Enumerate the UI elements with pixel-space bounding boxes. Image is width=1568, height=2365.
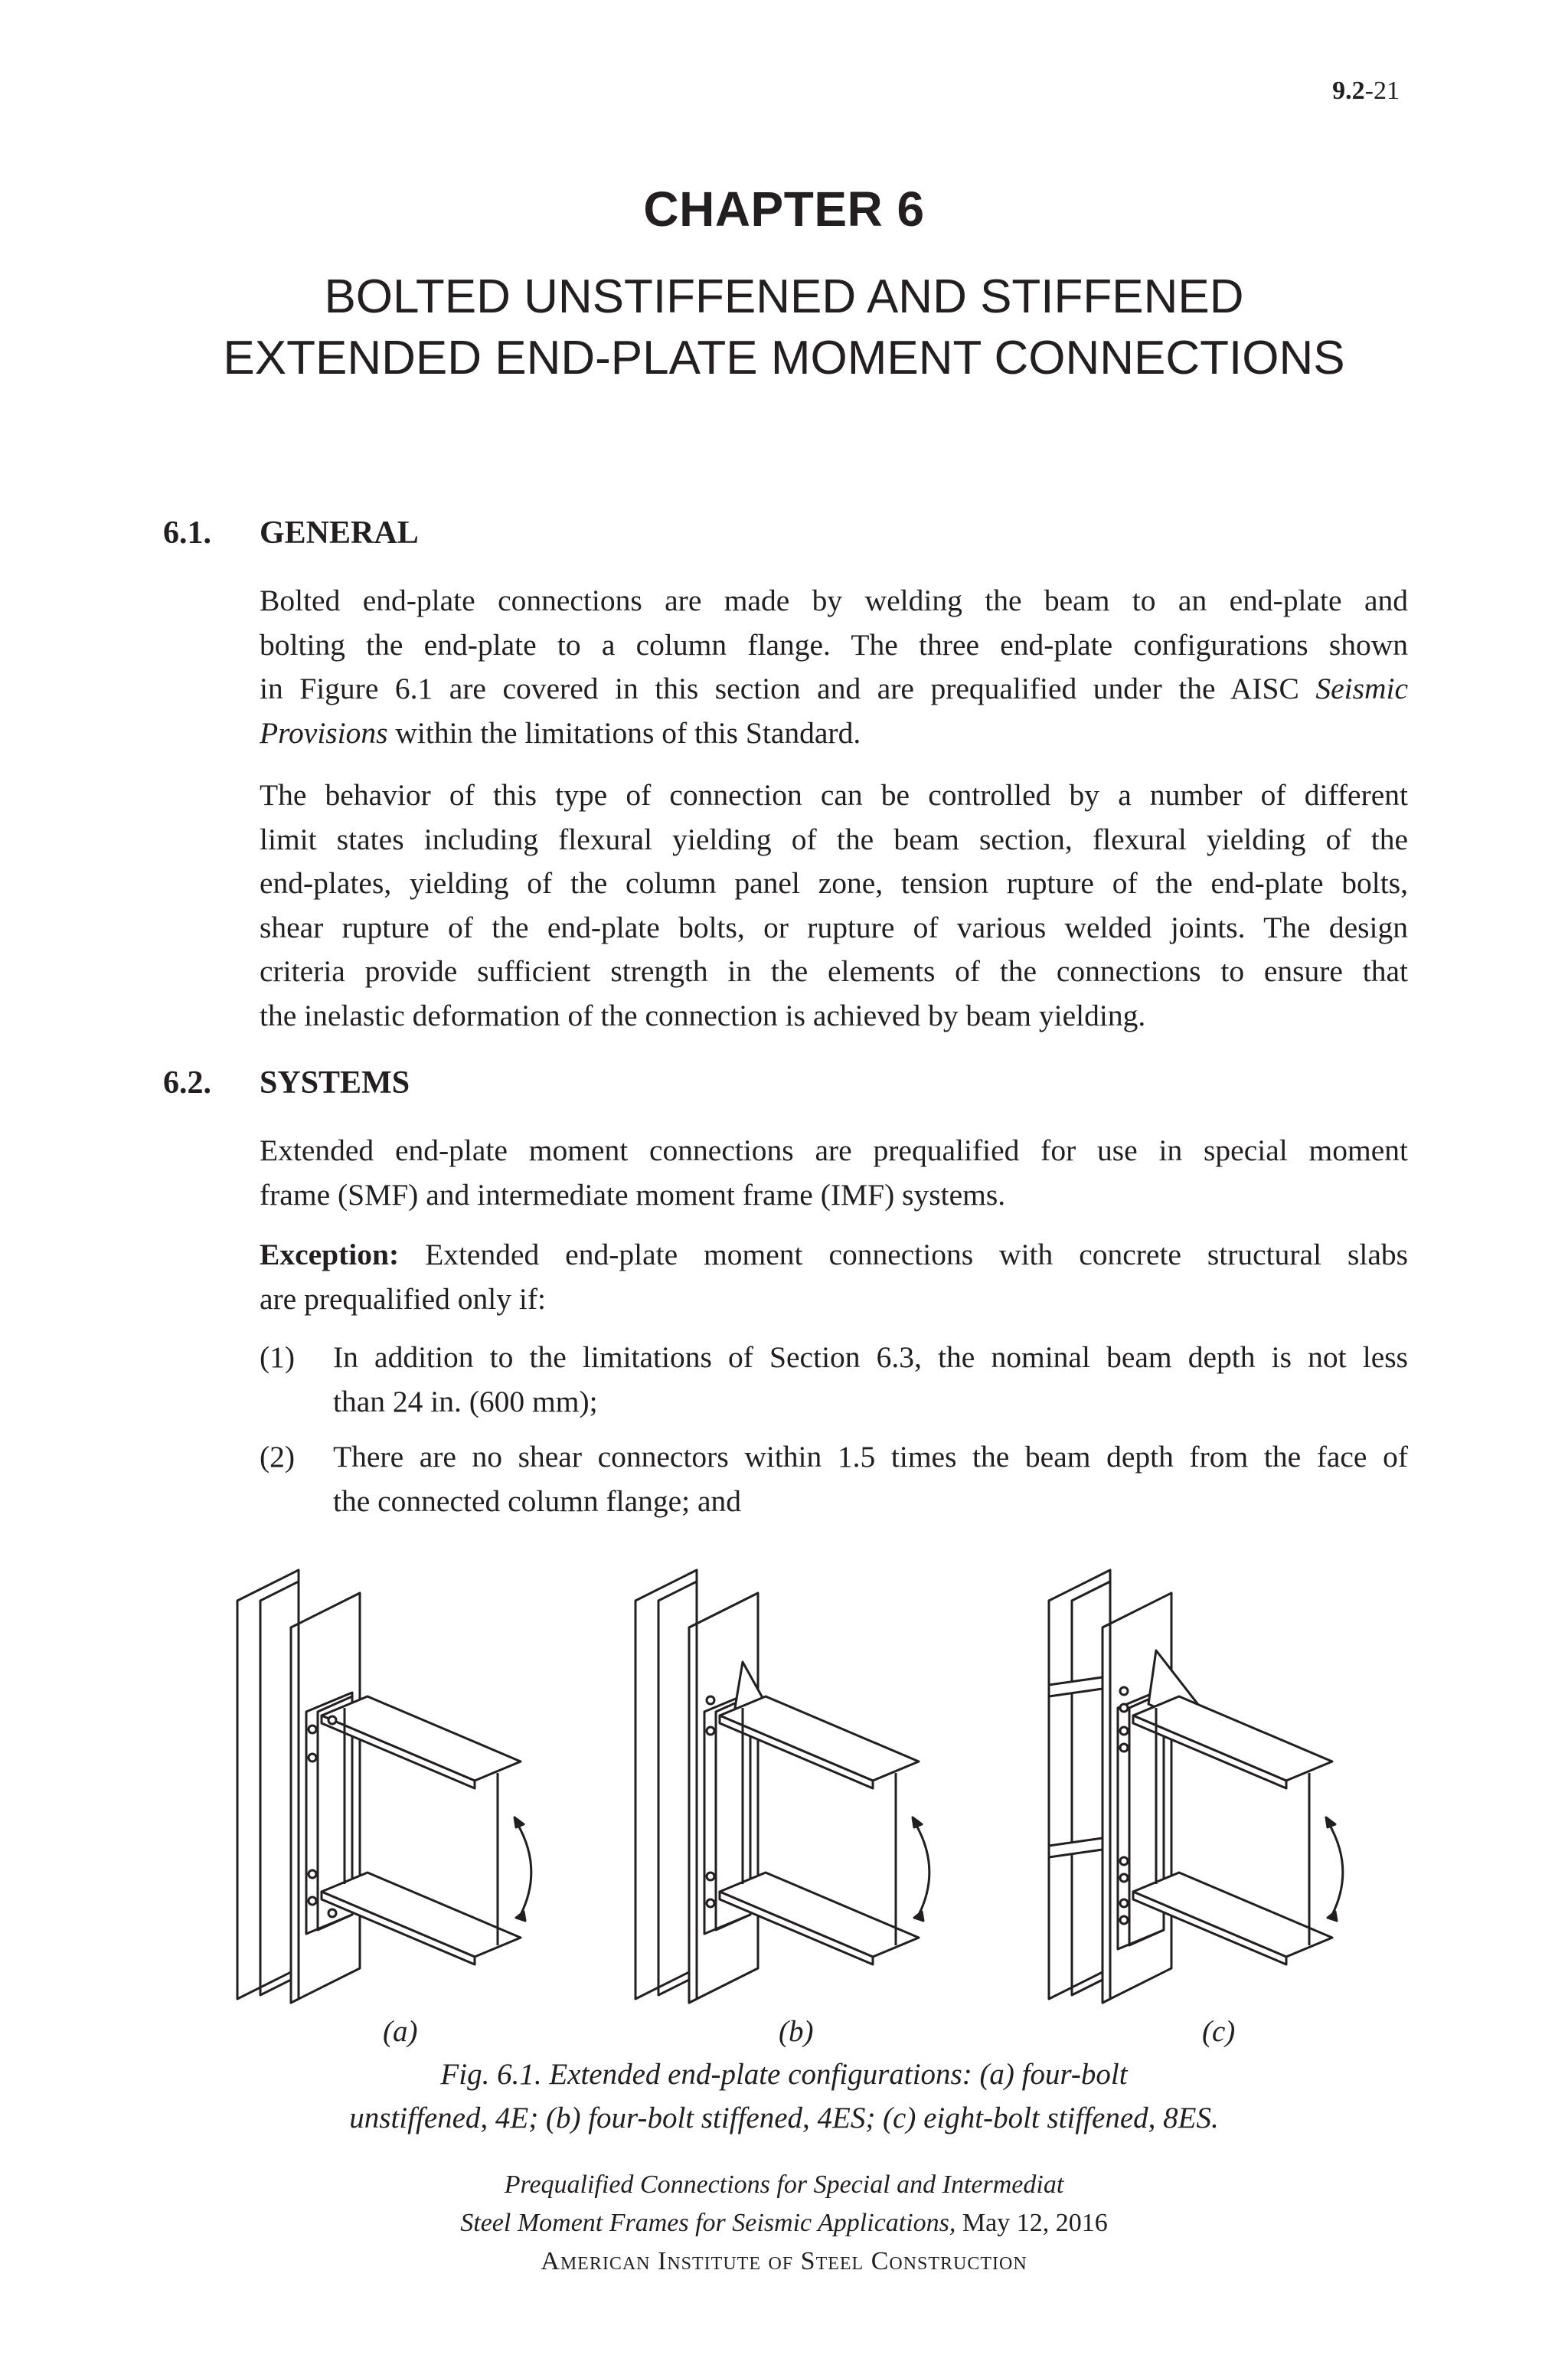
paragraph-general-1 — [260, 579, 1408, 755]
list-item — [260, 1336, 1408, 1424]
paragraph-general-2 — [260, 774, 1408, 1038]
text-line: frame (SMF) and intermediate moment frame (IMF) systems. — [260, 1177, 1006, 1212]
text-line: in Figure 6.1 are covered in this section and are prequalified under the AISC Seismic — [260, 672, 1408, 705]
figure-sublabel: (b) — [779, 2015, 814, 2048]
caption-line: Fig. 6.1. Extended end-plate configurations: (a) four-bolt — [440, 2058, 1128, 2091]
list-marker: (2) — [260, 1440, 296, 1474]
footer-line: Prequalified Connections for Special and Intermediat — [504, 2170, 1064, 2199]
text-line: limit states including flexural yielding of the beam section, flexural yielding of the — [260, 822, 1408, 856]
chapter-label: CHAPTER 6 — [643, 182, 925, 237]
text-line: bolting the end-plate to a column flange. The three end-plate configurations shown — [260, 627, 1408, 662]
footer-publisher: American Institute of Steel Construction — [541, 2247, 1027, 2275]
text-line: In addition to the limitations of Section 6.3, the nominal beam depth is not less — [333, 1340, 1408, 1374]
page-number: 9.2-21 — [1332, 77, 1400, 105]
section-heading-systems — [163, 1065, 410, 1101]
text-line: the connected column flange; and — [333, 1483, 742, 1518]
section-title: SYSTEMS — [260, 1065, 410, 1101]
text-line: are prequalified only if: — [260, 1281, 546, 1316]
text-line: criteria provide sufficient strength in the elements of the connections to ensure that — [260, 954, 1408, 988]
chapter-title — [0, 267, 1568, 389]
chapter-title-line: BOLTED UNSTIFFENED AND STIFFENED — [324, 270, 1244, 323]
figure-sublabel: (c) — [1202, 2015, 1236, 2048]
connection-4e-illustration — [207, 1555, 536, 2014]
text-line: Extended end-plate moment connections are prequalified for use in special moment — [260, 1133, 1408, 1167]
exception-label: Exception: — [260, 1238, 400, 1271]
section-number: 6.1. — [163, 515, 211, 551]
paragraph-systems-1 — [260, 1129, 1408, 1217]
section-number: 6.2. — [163, 1065, 211, 1101]
text-line: shear rupture of the end-plate bolts, or rupture of various welded joints. The design — [260, 910, 1408, 944]
text-line: the inelastic deformation of the connection is achieved by beam yielding. — [260, 998, 1146, 1032]
list-item — [260, 1435, 1408, 1523]
section-title: GENERAL — [260, 515, 419, 551]
footer-line: Steel Moment Frames for Seismic Applications, May 12, 2016 — [460, 2209, 1108, 2237]
text-line: than 24 in. (600 mm); — [333, 1384, 598, 1418]
connection-4es-illustration — [605, 1555, 934, 2014]
text-line: The behavior of this type of connection can be controlled by a number of different — [260, 778, 1408, 812]
text-line: Bolted end-plate connections are made by welding the beam to an end-plate and — [260, 584, 1408, 617]
figure-end-plate-configurations — [207, 1555, 1355, 2014]
exception-paragraph — [260, 1233, 1408, 1321]
connection-8es-illustration — [1018, 1555, 1355, 2014]
text-line: Exception: Extended end-plate moment connections with concrete structural slabs — [260, 1238, 1408, 1271]
text-line: There are no shear connectors within 1.5 times the beam depth from the face of — [333, 1440, 1408, 1474]
caption-line: unstiffened, 4E; (b) four-bolt stiffened, 4ES; (c) eight-bolt stiffened, 8ES. — [349, 2102, 1219, 2134]
text-line: Provisions within the limitations of this Standard. — [260, 715, 861, 750]
text-line: end-plates, yielding of the column panel zone, tension rupture of the end-plate bolts, — [260, 866, 1408, 900]
page-footer — [0, 2166, 1568, 2281]
figure-sublabel: (a) — [383, 2015, 418, 2048]
figure-caption — [0, 2053, 1568, 2140]
list-marker: (1) — [260, 1340, 296, 1374]
section-heading-general — [163, 515, 419, 551]
chapter-title-line: EXTENDED END-PLATE MOMENT CONNECTIONS — [223, 332, 1345, 384]
